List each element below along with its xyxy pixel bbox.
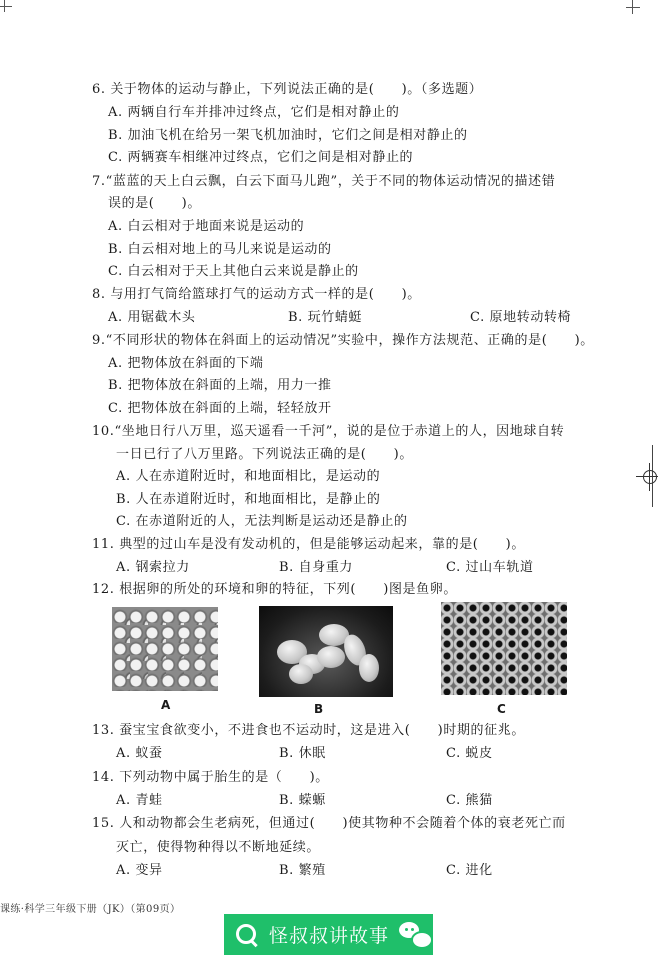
wechat-icon (399, 922, 433, 948)
question-9-option-a: A. 把物体放在斜面的下端 (108, 356, 264, 371)
question-14-option-c: C. 熊猫 (446, 793, 493, 808)
question-8-option-a: A. 用锯截木头 (108, 310, 196, 325)
crop-mark (626, 7, 640, 8)
crop-mark (0, 6, 12, 7)
question-13-option-b: B. 休眠 (279, 746, 326, 761)
image-label-c: C (497, 702, 506, 716)
question-15-stem-continued: 灭亡，使得物种得以不断地延续。 (116, 840, 321, 855)
question-9-option-b: B. 把物体放在斜面的上端，用力一推 (108, 378, 332, 393)
frog-eggs-image (112, 607, 218, 691)
question-13-option-a: A. 蚁蚕 (116, 746, 163, 761)
question-8-stem: 8. 与用打气筒给篮球打气的运动方式一样的是( )。 (92, 287, 421, 302)
question-8-option-c: C. 原地转动转椅 (470, 310, 572, 325)
banner-label: 怪叔叔讲故事 (269, 925, 390, 947)
question-7-option-c: C. 白云相对于天上其他白云来说是静止的 (108, 264, 359, 279)
question-15-option-b: B. 繁殖 (279, 863, 326, 878)
question-13-option-c: C. 蜕皮 (446, 746, 493, 761)
question-10-option-a: A. 人在赤道附近时，和地面相比，是运动的 (116, 469, 381, 484)
registration-mark-icon (643, 470, 657, 484)
question-15-option-a: A. 变异 (116, 863, 163, 878)
question-6-option-b: B. 加油飞机在给另一架飞机加油时，它们之间是相对静止的 (108, 128, 468, 143)
question-10-stem-continued: 一日已行了八万里路。下列说法正确的是( )。 (116, 447, 413, 462)
question-14-option-b: B. 蝾螈 (279, 793, 326, 808)
fish-eggs-image (259, 606, 393, 697)
question-7-option-a: A. 白云相对于地面来说是运动的 (108, 219, 305, 234)
question-7-stem: 7.“蓝蓝的天上白云飘，白云下面马儿跑”，关于不同的物体运动情况的描述错 (92, 174, 556, 189)
question-15-stem: 15. 人和动物都会生老病死，但通过( )使其物种不会随着个体的衰老死亡而 (92, 816, 566, 831)
question-8-option-b: B. 玩竹蜻蜓 (288, 310, 363, 325)
search-icon (236, 924, 258, 946)
question-11-option-a: A. 钢索拉力 (116, 560, 190, 575)
question-13-stem: 13. 蚕宝宝食欲变小，不进食也不运动时，这是进入( )时期的征兆。 (92, 723, 525, 738)
question-11-option-c: C. 过山车轨道 (446, 560, 534, 575)
question-6-stem: 6. 关于物体的运动与静止，下列说法正确的是( )。（多选题） (92, 82, 483, 97)
watermark-banner[interactable] (224, 914, 433, 955)
question-12-stem: 12. 根据卵的所处的环境和卵的特征，下列( )图是鱼卵。 (92, 582, 457, 597)
question-10-option-c: C. 在赤道附近的人，无法判断是运动还是静止的 (116, 514, 408, 529)
question-14-stem: 14. 下列动物中属于胎生的是（ )。 (92, 770, 329, 785)
page-footer: 课练·科学三年级下册（JK）（第09页） (0, 904, 181, 915)
image-label-a: A (161, 698, 171, 712)
image-label-b: B (314, 702, 324, 716)
question-11-option-b: B. 自身重力 (279, 560, 354, 575)
toad-spawn-image (441, 602, 567, 695)
question-6-option-c: C. 两辆赛车相继冲过终点，它们之间是相对静止的 (108, 150, 414, 165)
question-15-option-c: C. 进化 (446, 863, 493, 878)
question-11-stem: 11. 典型的过山车是没有发动机的，但是能够运动起来，靠的是( )。 (92, 537, 525, 552)
question-7-stem-continued: 误的是( )。 (108, 196, 201, 211)
question-7-option-b: B. 白云相对地上的马儿来说是运动的 (108, 242, 332, 257)
question-9-option-c: C. 把物体放在斜面的上端，轻轻放开 (108, 401, 332, 416)
question-14-option-a: A. 青蛙 (116, 793, 163, 808)
question-6-option-a: A. 两辆自行车并排冲过终点，它们是相对静止的 (108, 105, 400, 120)
question-9-stem: 9.“不同形状的物体在斜面上的运动情况”实验中，操作方法规范、正确的是( )。 (92, 333, 594, 348)
question-10-option-b: B. 人在赤道附近时，和地面相比，是静止的 (116, 492, 381, 507)
question-10-stem: 10.“坐地日行八万里，巡天遥看一千河”，说的是位于赤道上的人，因地球自转 (92, 424, 565, 439)
